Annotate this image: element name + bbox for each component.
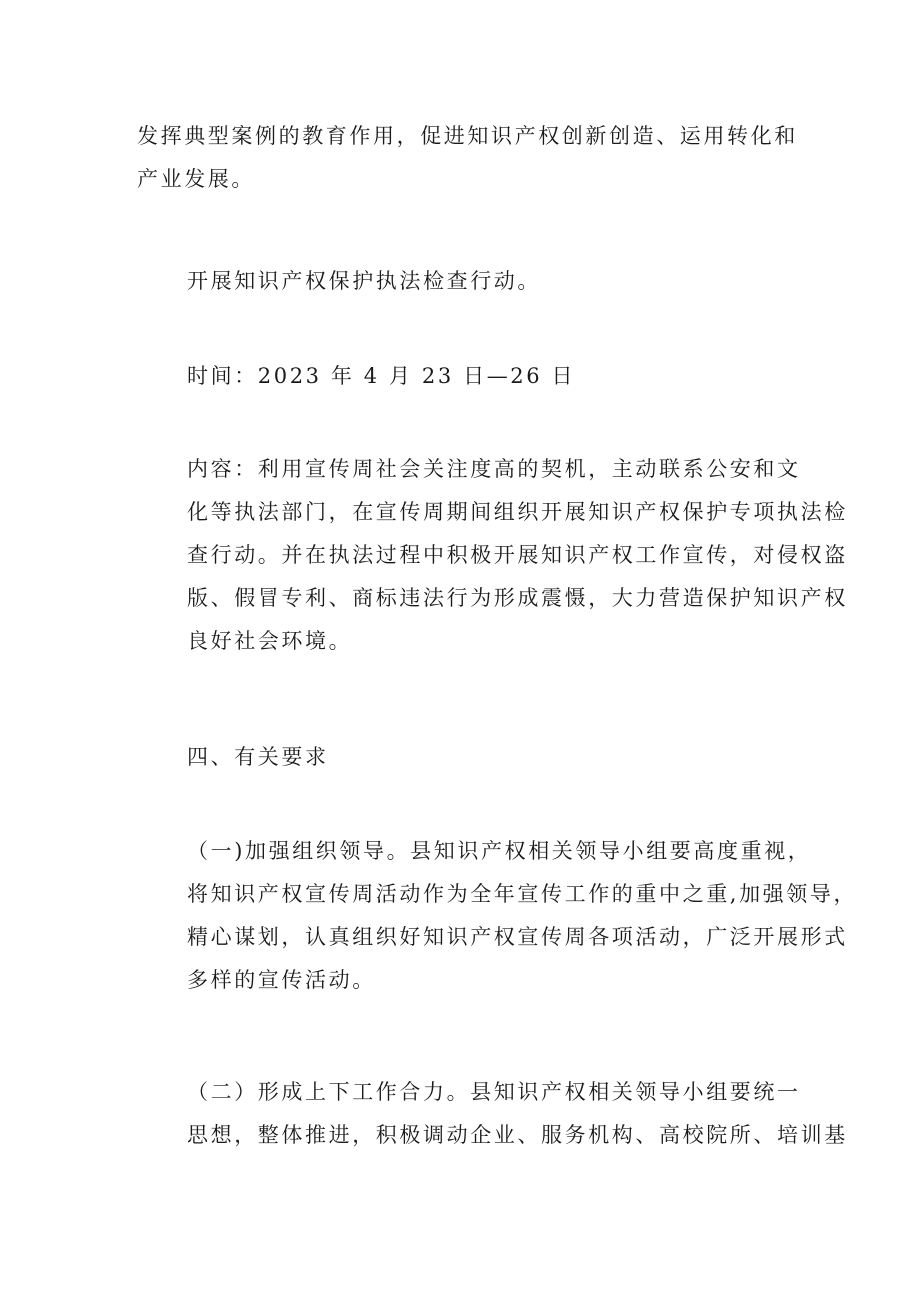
text-line: 内容：利用宣传周社会关注度高的契机，主动联系公安和文 bbox=[187, 457, 801, 481]
paragraph-enforcement-action bbox=[137, 260, 793, 303]
section-heading-requirements bbox=[137, 736, 793, 779]
text-line: 查行动。并在执法过程中积极开展知识产权工作宣传，对侵权盗 bbox=[187, 543, 848, 567]
paragraph-case-education bbox=[137, 115, 798, 201]
text-line: 产业发展。 bbox=[137, 167, 255, 191]
text-line: 发挥典型案例的教育作用，促进知识产权创新创造、运用转化和 bbox=[137, 124, 798, 148]
text-line: 时间：2023 年 4 月 23 日—26 日 bbox=[187, 364, 576, 388]
paragraph-time bbox=[137, 355, 793, 398]
paragraph-work-synergy bbox=[137, 1071, 848, 1157]
text-line: 版、假冒专利、商标违法行为形成震慑，大力营造保护知识产权 bbox=[187, 586, 848, 610]
text-line: 良好社会环境。 bbox=[187, 629, 353, 653]
text-line: （一)加强组织领导。县知识产权相关领导小组要高度重视， bbox=[187, 839, 812, 863]
text-line: 将知识产权宣传周活动作为全年宣传工作的重中之重,加强领导， bbox=[187, 882, 858, 906]
paragraph-content bbox=[137, 448, 848, 663]
text-line: 思想，整体推进，积极调动企业、服务机构、高校院所、培训基 bbox=[187, 1123, 848, 1147]
text-line: 化等执法部门，在宣传周期间组织开展知识产权保护专项执法检 bbox=[187, 500, 848, 524]
paragraph-organization-leadership bbox=[137, 830, 858, 1002]
text-line: 开展知识产权保护执法检查行动。 bbox=[187, 269, 541, 293]
text-line: 多样的宣传活动。 bbox=[187, 968, 376, 992]
text-line: 精心谋划，认真组织好知识产权宣传周各项活动，广泛开展形式 bbox=[187, 925, 848, 949]
text-line: （二）形成上下工作合力。县知识产权相关领导小组要统一 bbox=[187, 1080, 801, 1104]
text-line: 四、有关要求 bbox=[187, 745, 329, 769]
